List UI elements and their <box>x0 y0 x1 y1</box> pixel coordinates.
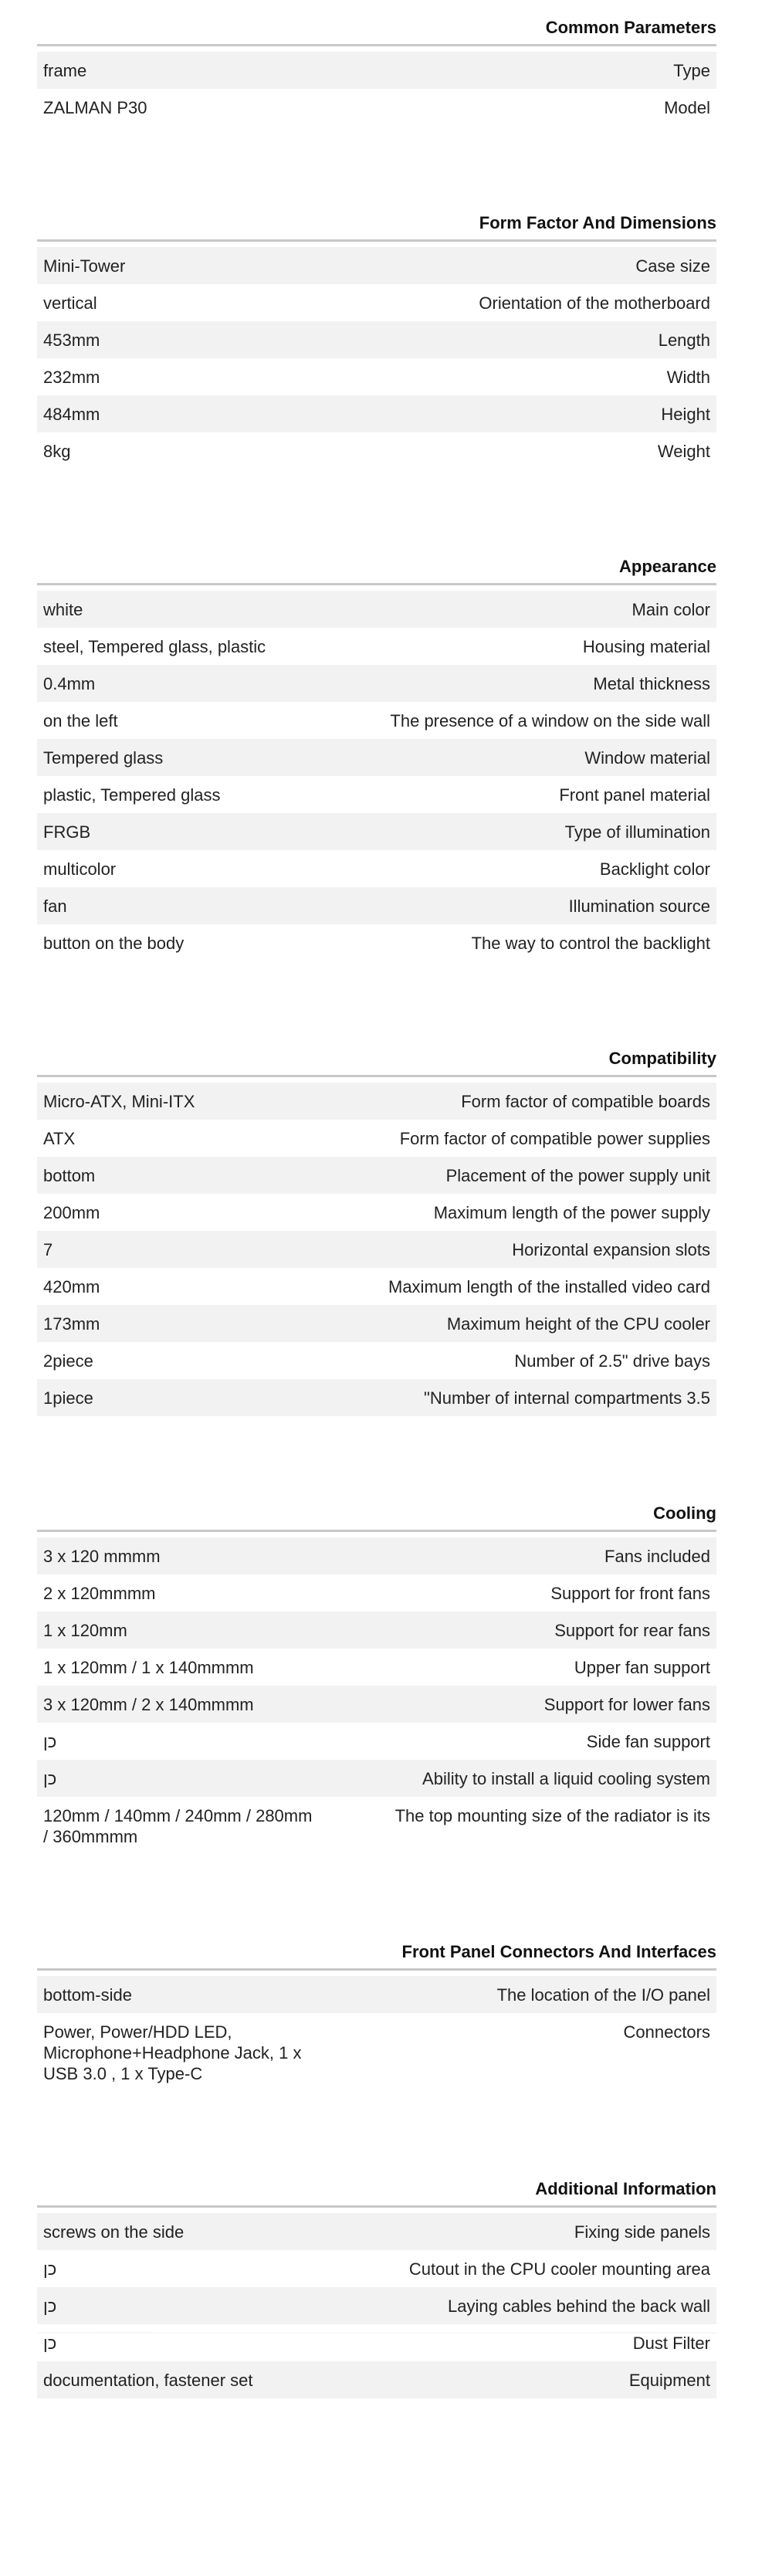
faint-divider <box>37 2332 716 2334</box>
spec-value: Mini-Tower <box>43 256 126 276</box>
spec-row-support-for-rear-fans <box>37 1612 716 1649</box>
spec-label: Main color <box>631 600 710 619</box>
spec-row-the-presence-of-a-window-on-the-side-wall <box>37 702 716 739</box>
spec-label: "Number of internal compartments 3.5 <box>424 1388 710 1408</box>
spec-row-maximum-length-of-the-installed-video-card <box>37 1268 716 1305</box>
spec-value: 0.4mm <box>43 674 96 693</box>
spec-value: כן <box>43 2296 57 2316</box>
spec-label: Height <box>661 405 710 424</box>
spec-label: Ability to install a liquid cooling system <box>422 1769 710 1788</box>
spec-value: screws on the side <box>43 2222 185 2242</box>
spec-label: Upper fan support <box>574 1658 710 1677</box>
spec-value: bottom <box>43 1166 96 1185</box>
spec-value: 1 x 120mm / 1 x 140mmmm <box>43 1658 254 1677</box>
spec-row-equipment <box>37 2361 716 2398</box>
spec-value: 1piece <box>43 1388 93 1408</box>
spec-value: on the left <box>43 711 118 730</box>
spec-label: Fans included <box>604 1547 710 1566</box>
section-common-parameters <box>37 14 716 126</box>
spec-value: 8kg <box>43 442 71 461</box>
spec-row-ability-to-install-a-liquid-cooling-system <box>37 1760 716 1797</box>
spec-row-model <box>37 89 716 126</box>
spec-label: Weight <box>657 442 710 461</box>
spec-row-housing-material <box>37 628 716 665</box>
spec-value: Micro-ATX, Mini-ITX <box>43 1092 195 1111</box>
section-title: Compatibility <box>37 1045 716 1077</box>
section-title: Form Factor And Dimensions <box>37 209 716 242</box>
spec-value: 232mm <box>43 368 100 387</box>
spec-value: fan <box>43 897 67 916</box>
spec-value: כן <box>43 2334 57 2353</box>
specifications-list <box>37 14 716 2482</box>
spec-label: Cutout in the CPU cooler mounting area <box>408 2259 710 2279</box>
section-additional-information <box>37 2175 716 2398</box>
spec-row-form-factor-of-compatible-boards <box>37 1083 716 1120</box>
spec-row-fans-included <box>37 1537 716 1574</box>
spec-value: כן <box>43 2259 57 2279</box>
spec-row-placement-of-the-power-supply-unit <box>37 1157 716 1194</box>
spec-value: multicolor <box>43 859 117 879</box>
spec-row-the-location-of-the-i-o-panel <box>37 1976 716 2013</box>
spec-row-dust-filter <box>37 2324 716 2361</box>
spec-row-backlight-color <box>37 850 716 887</box>
spec-value: ZALMAN P30 <box>43 98 147 117</box>
spec-row-connectors <box>37 2013 716 2092</box>
spec-row-type <box>37 52 716 89</box>
spec-row-support-for-lower-fans <box>37 1686 716 1723</box>
spec-value: button on the body <box>43 934 185 953</box>
spec-label: Orientation of the motherboard <box>479 293 710 313</box>
spec-row-orientation-of-the-motherboard <box>37 284 716 321</box>
section-title: Additional Information <box>37 2175 716 2208</box>
spec-value: 2piece <box>43 1351 93 1371</box>
spec-label: Case size <box>635 256 710 276</box>
spec-value: 453mm <box>43 330 100 350</box>
section-form-factor-and-dimensions <box>37 209 716 469</box>
spec-value: vertical <box>43 293 97 313</box>
spec-label: Laying cables behind the back wall <box>447 2296 710 2316</box>
spec-value: 173mm <box>43 1314 100 1334</box>
spec-row-laying-cables-behind-the-back-wall <box>37 2287 716 2324</box>
spec-label: Side fan support <box>586 1732 710 1751</box>
spec-row-metal-thickness <box>37 665 716 702</box>
spec-row-upper-fan-support <box>37 1649 716 1686</box>
spec-row-front-panel-material <box>37 776 716 813</box>
spec-value: 3 x 120mm / 2 x 140mmmm <box>43 1695 254 1714</box>
spec-label: Connectors <box>623 2022 710 2042</box>
spec-value: כן <box>43 1732 57 1751</box>
spec-label: Width <box>666 368 710 387</box>
spec-value: FRGB <box>43 822 91 842</box>
spec-label: Length <box>658 330 710 350</box>
spec-label: Form factor of compatible power supplies <box>399 1129 710 1148</box>
spec-label: Number of 2.5" drive bays <box>514 1351 710 1371</box>
spec-label: Support for front fans <box>550 1584 710 1603</box>
spec-label: The way to control the backlight <box>471 934 710 953</box>
spec-label: The location of the I/O panel <box>496 1985 710 2005</box>
spec-label: The presence of a window on the side wall <box>390 711 710 730</box>
spec-value: white <box>43 600 83 619</box>
spec-label: Illumination source <box>568 897 710 916</box>
spec-value: Power, Power/HDD LED, Microphone+Headphone Jack, 1 x USB 3.0 , 1 x Type-C <box>43 2022 302 2083</box>
spec-label: Support for rear fans <box>554 1621 710 1640</box>
spec-row-form-factor-of-compatible-power-supplies <box>37 1120 716 1157</box>
spec-row-maximum-height-of-the-cpu-cooler <box>37 1305 716 1342</box>
section-title: Cooling <box>37 1500 716 1532</box>
spec-value: plastic, Tempered glass <box>43 785 221 805</box>
spec-label: Backlight color <box>599 859 710 879</box>
spec-value: steel, Tempered glass, plastic <box>43 637 266 656</box>
spec-label: Support for lower fans <box>543 1695 710 1714</box>
spec-row-illumination-source <box>37 887 716 924</box>
spec-row-width <box>37 358 716 395</box>
spec-value: 484mm <box>43 405 100 424</box>
spec-value: 420mm <box>43 1277 100 1296</box>
spec-label: Form factor of compatible boards <box>461 1092 710 1111</box>
section-title: Common Parameters <box>37 14 716 46</box>
spec-row-number-of-internal-compartments-3-5 <box>37 1379 716 1416</box>
spec-label: Window material <box>584 748 710 768</box>
section-compatibility <box>37 1045 716 1416</box>
spec-row-window-material <box>37 739 716 776</box>
spec-row-type-of-illumination <box>37 813 716 850</box>
section-cooling <box>37 1500 716 1855</box>
spec-value: 120mm / 140mm / 240mm / 280mm / 360mmmm <box>43 1806 313 1846</box>
spec-label: Maximum length of the power supply <box>433 1203 710 1222</box>
spec-row-the-way-to-control-the-backlight <box>37 924 716 961</box>
spec-label: Fixing side panels <box>574 2222 710 2242</box>
spec-row-number-of-2-5-drive-bays <box>37 1342 716 1379</box>
spec-row-side-fan-support <box>37 1723 716 1760</box>
spec-label: Housing material <box>582 637 710 656</box>
spec-value: 2 x 120mmmm <box>43 1584 156 1603</box>
spec-row-the-top-mounting-size-of-the-radiator-is-its <box>37 1797 716 1855</box>
spec-row-main-color <box>37 591 716 628</box>
spec-row-height <box>37 395 716 432</box>
spec-label: Type of illumination <box>564 822 710 842</box>
spec-value: 200mm <box>43 1203 100 1222</box>
spec-value: 3 x 120 mmmm <box>43 1547 161 1566</box>
spec-row-length <box>37 321 716 358</box>
spec-row-cutout-in-the-cpu-cooler-mounting-area <box>37 2250 716 2287</box>
spec-value: frame <box>43 61 87 80</box>
spec-value: כן <box>43 1769 57 1788</box>
spec-label: The top mounting size of the radiator is its <box>394 1806 710 1825</box>
spec-row-weight <box>37 432 716 469</box>
spec-label: Maximum height of the CPU cooler <box>446 1314 710 1334</box>
spec-row-case-size <box>37 247 716 284</box>
spec-label: Dust Filter <box>632 2334 710 2353</box>
spec-label: Metal thickness <box>593 674 710 693</box>
spec-value: 7 <box>43 1240 53 1259</box>
section-front-panel-connectors-and-interfaces <box>37 1938 716 2092</box>
section-title: Appearance <box>37 553 716 585</box>
spec-value: ATX <box>43 1129 76 1148</box>
spec-label: Horizontal expansion slots <box>512 1240 710 1259</box>
spec-row-maximum-length-of-the-power-supply <box>37 1194 716 1231</box>
spec-row-support-for-front-fans <box>37 1574 716 1612</box>
spec-value: 1 x 120mm <box>43 1621 127 1640</box>
spec-label: Model <box>664 98 710 117</box>
spec-label: Type <box>673 61 710 80</box>
spec-value: documentation, fastener set <box>43 2371 253 2390</box>
spec-label: Placement of the power supply unit <box>445 1166 710 1185</box>
section-appearance <box>37 553 716 961</box>
spec-label: Front panel material <box>559 785 710 805</box>
spec-value: Tempered glass <box>43 748 164 768</box>
spec-value: bottom-side <box>43 1985 132 2005</box>
spec-label: Equipment <box>628 2371 710 2390</box>
section-title: Front Panel Connectors And Interfaces <box>37 1938 716 1971</box>
spec-label: Maximum length of the installed video card <box>388 1277 710 1296</box>
spec-row-horizontal-expansion-slots <box>37 1231 716 1268</box>
spec-row-fixing-side-panels <box>37 2213 716 2250</box>
